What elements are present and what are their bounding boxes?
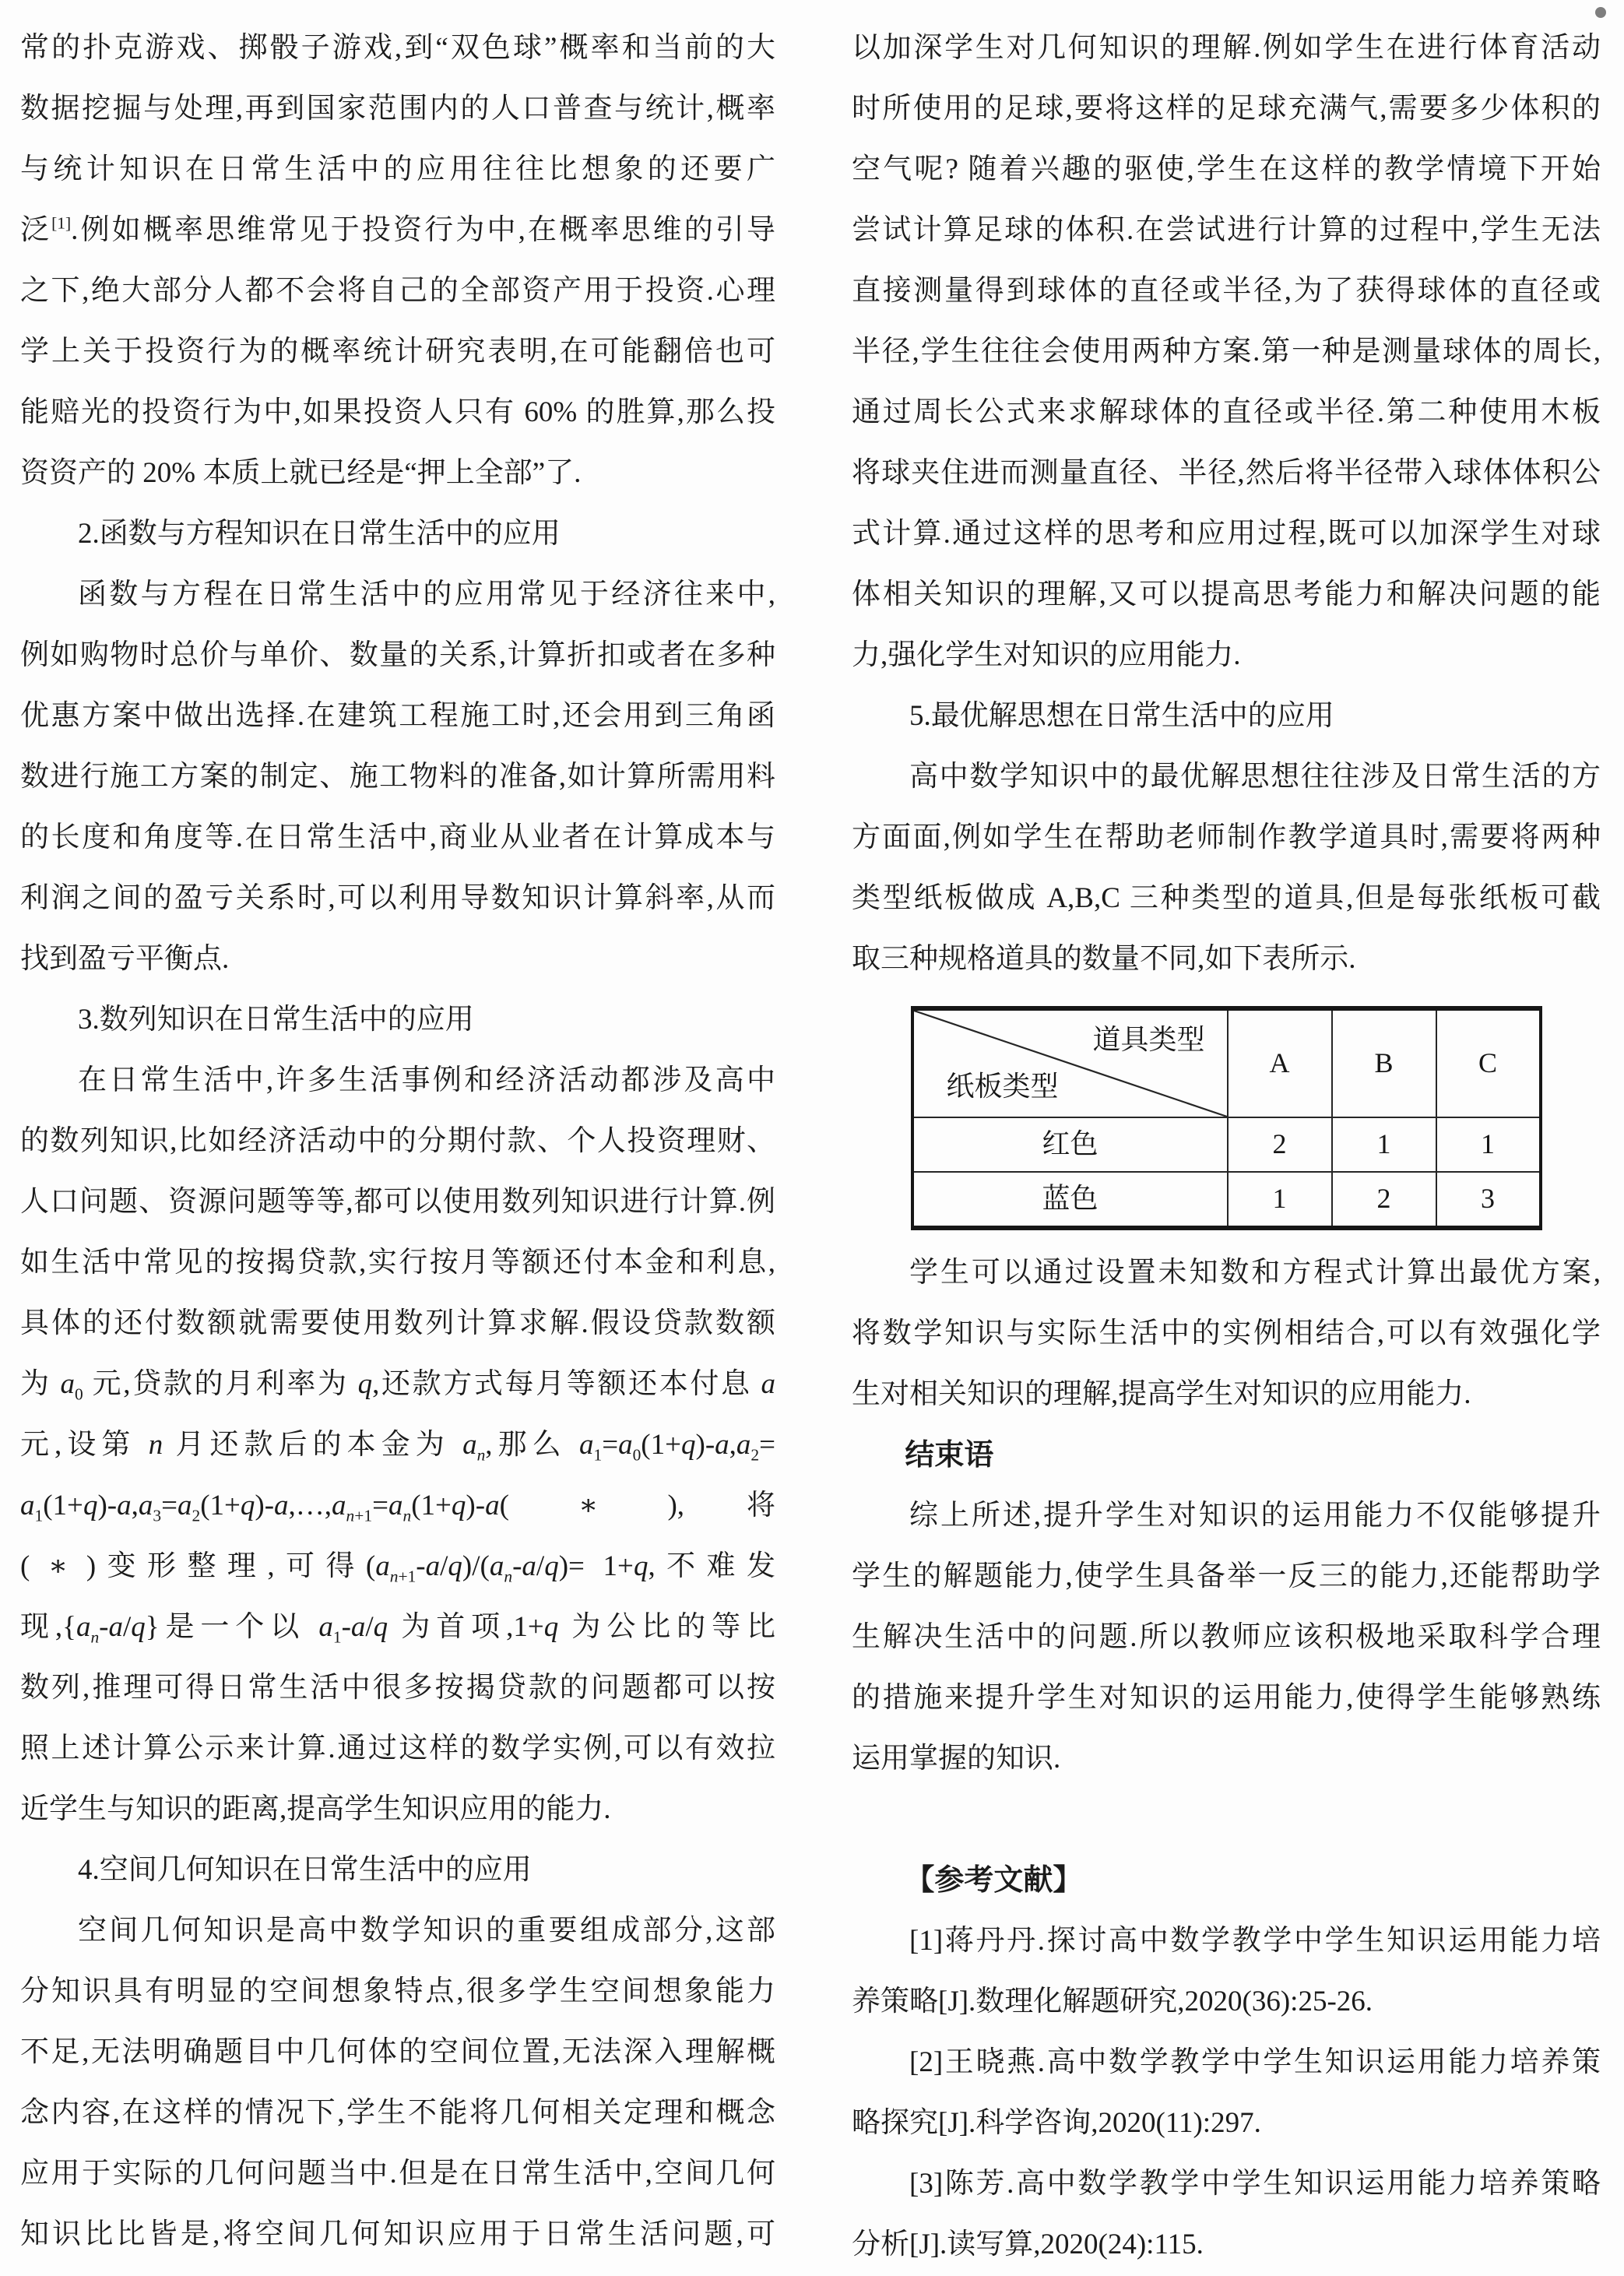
scan-dot	[1595, 7, 1606, 18]
text-line: 应用于实际的几何问题当中.但是在日常生活中,空间几何	[20, 2158, 775, 2190]
section-3-heading: 3.数列知识在日常生活中的应用	[78, 1004, 474, 1036]
table-cell: 2	[1332, 1172, 1436, 1228]
text-line: 数据挖掘与处理,再到国家范围内的人口普查与统计,概率	[20, 93, 775, 125]
text-line: 不足,无法明确题目中几何体的空间位置,无法深入理解概	[20, 2036, 775, 2068]
reference-item: 分析[J].读写算,2020(24):115.	[852, 2229, 1204, 2260]
left-column	[20, 18, 775, 2265]
table-cell: 2	[1228, 1117, 1332, 1172]
table-cell: 1	[1332, 1117, 1436, 1172]
corner-label-board-type: 纸板类型	[946, 1071, 1059, 1103]
references-section	[852, 1850, 1601, 2275]
text-line: 直接测量得到球体的直径或半径,为了获得球体的直径或	[852, 275, 1601, 307]
text-line: 时所使用的足球,要将这样的足球充满气,需要多少体积的	[852, 93, 1601, 125]
text-line: 尝试计算足球的体积.在尝试进行计算的过程中,学生无法	[852, 214, 1601, 246]
text-line: 与统计知识在日常生活中的应用往往比想象的还要广	[20, 153, 775, 185]
reference-item: 养策略[J].数理化解题研究,2020(36):25-26.	[852, 1986, 1373, 2017]
text-line: 学生可以通过设置未知数和方程式计算出最优方案,	[909, 1257, 1601, 1289]
blank-line	[852, 1789, 1601, 1850]
table-col-header: A	[1228, 1008, 1332, 1117]
text-line: 取三种规格道具的数量不同,如下表所示.	[852, 943, 1356, 975]
text-line: 将数学知识与实际生活中的实例相结合,可以有效强化学	[852, 1317, 1601, 1349]
text-line: 数列,推理可得日常生活中很多按揭贷款的问题都可以按	[20, 1672, 775, 1704]
text-line: 分知识具有明显的空间想象特点,很多学生空间想象能力	[20, 1975, 775, 2007]
text-line: 生解决生活中的问题.所以教师应该积极地采取科学合理	[852, 1621, 1601, 1653]
text-line: 将球夹住进而测量直径、半径,然后将半径带入球体体积公	[852, 457, 1601, 489]
table-cell: 3	[1436, 1172, 1541, 1228]
table-col-header: B	[1332, 1008, 1436, 1117]
reference-item: [2]王晓燕.高中数学教学中学生知识运用能力培养策	[909, 2046, 1601, 2078]
text-line: 找到盈亏平衡点.	[20, 943, 230, 975]
text-line: 常的扑克游戏、掷骰子游戏,到“双色球”概率和当前的大	[20, 32, 775, 64]
text-line: ( ∗ )变形整理,可得$(a_{n+1}-a/q)/(a_n-a/q)= 1+q$,不难发	[20, 1550, 775, 1586]
text-line: $a_1(1+q)-a,a_3=a_2(1+q)-a,\dots,a_{n+1}=a_n(1+q)-a$( ∗ ),将	[20, 1490, 775, 1525]
text-line: 之下,绝大部分人都不会将自己的全部资产用于投资.心理	[20, 275, 775, 307]
text-line: 例如购物时总价与单价、数量的关系,计算折扣或者在多种	[20, 639, 775, 671]
text-line: 运用掌握的知识.	[852, 1743, 1061, 1775]
materials-table-wrapper	[852, 1006, 1601, 1230]
text-line: 的数列知识,比如经济活动中的分期付款、个人投资理财、	[20, 1125, 775, 1157]
text-line: 能赔光的投资行为中,如果投资人只有 60% 的胜算,那么投	[20, 396, 775, 428]
table-cell: 1	[1436, 1117, 1541, 1172]
text-line: 利润之间的盈亏关系时,可以利用导数知识计算斜率,从而	[20, 882, 775, 914]
corner-label-prop-type: 道具类型	[1092, 1024, 1205, 1055]
references-heading: 【参考文献】	[905, 1864, 1083, 1897]
text-line: 方面面,例如学生在帮助老师制作教学道具时,需要将两种	[852, 821, 1601, 853]
text-line: 以加深学生对几何知识的理解.例如学生在进行体育活动	[852, 32, 1601, 64]
text-line: 具体的还付数额就需要使用数列计算求解.假设贷款数额	[20, 1307, 775, 1339]
text-line: 函数与方程在日常生活中的应用常见于经济往来中,	[78, 579, 775, 610]
text-line: 半径,学生往往会使用两种方案.第一种是测量球体的周长,	[852, 336, 1601, 368]
table-cell: 1	[1228, 1172, 1332, 1228]
text-line: 泛[1].例如概率思维常见于投资行为中,在概率思维的引导	[20, 213, 775, 246]
text-line: 念内容,在这样的情况下,学生不能将几何相关定理和概念	[20, 2097, 775, 2129]
text-line: 如生活中常见的按揭贷款,实行按月等额还付本金和利息,	[20, 1247, 775, 1279]
right-column-upper-text	[852, 18, 1601, 990]
reference-item: 略探究[J].科学咨询,2020(11):297.	[852, 2107, 1261, 2139]
text-line: 在日常生活中,许多生活事例和经济活动都涉及高中	[78, 1064, 775, 1096]
table-row	[912, 1172, 1541, 1228]
right-column-lower-text	[852, 1243, 1601, 1789]
reference-item: [1]蒋丹丹.探讨高中数学教学中学生知识运用能力培	[909, 1925, 1601, 1957]
text-line: 照上述计算公示来计算.通过这样的数学实例,可以有效拉	[20, 1733, 775, 1764]
text-line: 体相关知识的理解,又可以提高思考能力和解决问题的能	[852, 579, 1601, 610]
reference-item: [3]陈芳.高中数学教学中学生知识运用能力培养策略	[909, 2168, 1601, 2200]
text-line: 知识比比皆是,将空间几何知识应用于日常生活问题,可	[20, 2218, 775, 2250]
text-line: 近学生与知识的距离,提高学生知识应用的能力.	[20, 1793, 611, 1825]
text-line: 优惠方案中做出选择.在建筑工程施工时,还会用到三角函	[20, 700, 775, 732]
text-line: 学上关于投资行为的概率统计研究表明,在可能翻倍也可	[20, 336, 775, 368]
text-line: 生对相关知识的理解,提高学生对知识的应用能力.	[852, 1378, 1471, 1410]
text-line: 式计算.通过这样的思考和应用过程,既可以加深学生对球	[852, 518, 1601, 550]
text-line: 类型纸板做成 A,B,C 三种类型的道具,但是每张纸板可截	[852, 882, 1601, 914]
text-line: 元,设第 n 月还款后的本金为 $a_n$,那么 $a_1=a_0(1+q)-a,a_2=$	[20, 1429, 775, 1465]
materials-table	[911, 1006, 1542, 1230]
text-line: 现$,\{a_n-a/q\}$是一个以 $a_1-a/q$ 为首项,1+q 为公比的等比	[20, 1611, 775, 1647]
section-5-heading: 5.最优解思想在日常生活中的应用	[909, 700, 1334, 732]
table-row-label: 红色	[912, 1117, 1228, 1172]
text-line: 学生的解题能力,使学生具备举一反三的能力,还能帮助学	[852, 1560, 1601, 1592]
table-row-label: 蓝色	[912, 1172, 1228, 1228]
text-line: 人口问题、资源问题等等,都可以使用数列知识进行计算.例	[20, 1186, 775, 1218]
text-line: 的措施来提升学生对知识的运用能力,使得学生能够熟练	[852, 1682, 1601, 1714]
text-line: 数进行施工方案的制定、施工物料的准备,如计算所需用料	[20, 761, 775, 793]
text-line: 空间几何知识是高中数学知识的重要组成部分,这部	[78, 1915, 775, 1947]
text-line: 为 $a_0$ 元,贷款的月利率为 q,还款方式每月等额还本付息 a	[20, 1368, 775, 1404]
text-line: 综上所述,提升学生对知识的运用能力不仅能够提升	[909, 1500, 1601, 1532]
section-2-heading: 2.函数与方程知识在日常生活中的应用	[78, 518, 561, 550]
text-line: 通过周长公式来求解球体的直径或半径.第二种使用木板	[852, 396, 1601, 428]
text-line: 资资产的 20% 本质上就已经是“押上全部”了.	[20, 457, 582, 489]
text-line: 的长度和角度等.在日常生活中,商业从业者在计算成本与	[20, 821, 775, 853]
table-corner-cell	[912, 1008, 1228, 1117]
text-line: 高中数学知识中的最优解思想往往涉及日常生活的方	[909, 761, 1601, 793]
right-column	[852, 18, 1601, 2275]
text-line: 力,强化学生对知识的应用能力.	[852, 639, 1241, 671]
table-row	[912, 1117, 1541, 1172]
section-4-heading: 4.空间几何知识在日常生活中的应用	[78, 1854, 532, 1886]
text-line: 空气呢? 随着兴趣的驱使,学生在这样的教学情境下开始	[852, 153, 1601, 185]
table-col-header: C	[1436, 1008, 1541, 1117]
conclusion-heading: 结束语	[905, 1439, 994, 1472]
